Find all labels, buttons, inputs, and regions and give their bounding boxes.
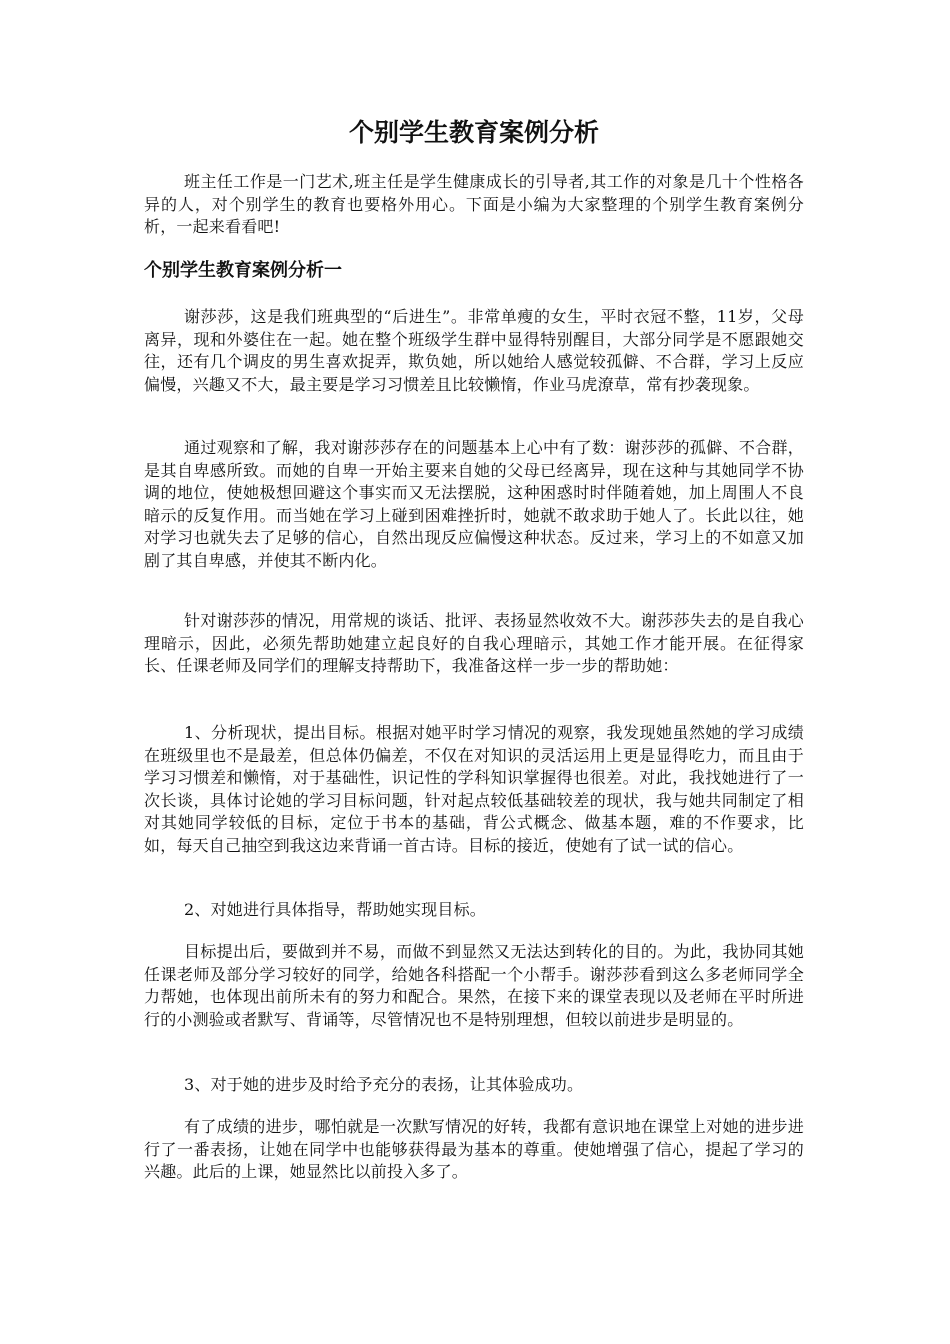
- body-paragraph: 3、对于她的进步及时给予充分的表扬，让其体验成功。: [184, 1075, 584, 1094]
- body-paragraph: 1、分析现状，提出目标。根据对她平时学习情况的观察，我发现她虽然她的学习成绩在班级里也不是最差，但总体仍偏差，不仅在对知识的灵活运用上更是显得吃力，而且由于学习习惯差和懒惰，对于基础性，识记性的学科知识掌握得也很差。对此，我找她进行了一次长谈，具体讨论她的学习目标问题，针对起点较低基础较差的现状，我与她共同制定了相对其她同学较低的目标，定位于书本的基础，背公式概念、做基本题，难的不作要求，比如，每天自己抽空到我这边来背诵一首古诗。目标的接近，使她有了试一试的信心。: [144, 723, 804, 855]
- section-heading: 个别学生教育案例分析一: [144, 260, 342, 281]
- body-paragraph: 针对谢莎莎的情况，用常规的谈话、批评、表扬显然收效不大。谢莎莎失去的是自我心理暗示，因此，必须先帮助她建立起良好的自我心理暗示，其她工作才能开展。在征得家长、任课老师及同学们的理解支持帮助下，我准备这样一步一步的帮助她：: [144, 611, 804, 676]
- intro-paragraph: 班主任工作是一门艺术,班主任是学生健康成长的引导者,其工作的对象是几十个性格各异的人，对个别学生的教育也要格外用心。下面是小编为大家整理的个别学生教育案例分析，一起来看看吧!: [144, 172, 804, 237]
- body-paragraph: 谢莎莎，这是我们班典型的“后进生”。非常单瘦的女生，平时衣冠不整，11岁，父母离异，现和外婆住在一起。她在整个班级学生群中显得特别醒目，大部分同学是不愿跟她交往，还有几个调皮的男生喜欢捉弄，欺负她，所以她给人感觉较孤僻、不合群，学习上反应偏慢，兴趣又不大，最主要是学习习惯差且比较懒惰，作业马虎潦草，常有抄袭现象。: [144, 307, 804, 394]
- document-title: 个别学生教育案例分析: [348, 118, 599, 147]
- body-paragraph: 目标提出后，要做到并不易，而做不到显然又无法达到转化的目的。为此，我协同其她任课老师及部分学习较好的同学，给她各科搭配一个小帮手。谢莎莎看到这么多老师同学全力帮她，也体现出前所未有的努力和配合。果然，在接下来的课堂表现以及老师在平时所进行的小测验或者默写、背诵等，尽管情况也不是特别理想，但较以前进步是明显的。: [144, 942, 804, 1029]
- body-paragraph: 有了成绩的进步，哪怕就是一次默写情况的好转，我都有意识地在课堂上对她的进步进行了一番表扬，让她在同学中也能够获得最为基本的尊重。使她增强了信心，提起了学习的兴趣。此后的上课，她显然比以前投入多了。: [144, 1117, 804, 1182]
- body-paragraph: 通过观察和了解，我对谢莎莎存在的问题基本上心中有了数：谢莎莎的孤僻、不合群，是其自卑感所致。而她的自卑一开始主要来自她的父母已经离异，现在这种与其她同学不协调的地位，使她极想回避这个事实而又无法摆脱，这种困惑时时伴随着她，加上周围人不良暗示的反复作用。而当她在学习上碰到困难挫折时，她就不敢求助于她人了。长此以往，她对学习也就失去了足够的信心，自然出现反应偏慢这种状态。反过来，学习上的不如意又加剧了其自卑感，并使其不断内化。: [144, 438, 804, 570]
- body-paragraph: 2、对她进行具体指导，帮助她实现目标。: [184, 900, 486, 919]
